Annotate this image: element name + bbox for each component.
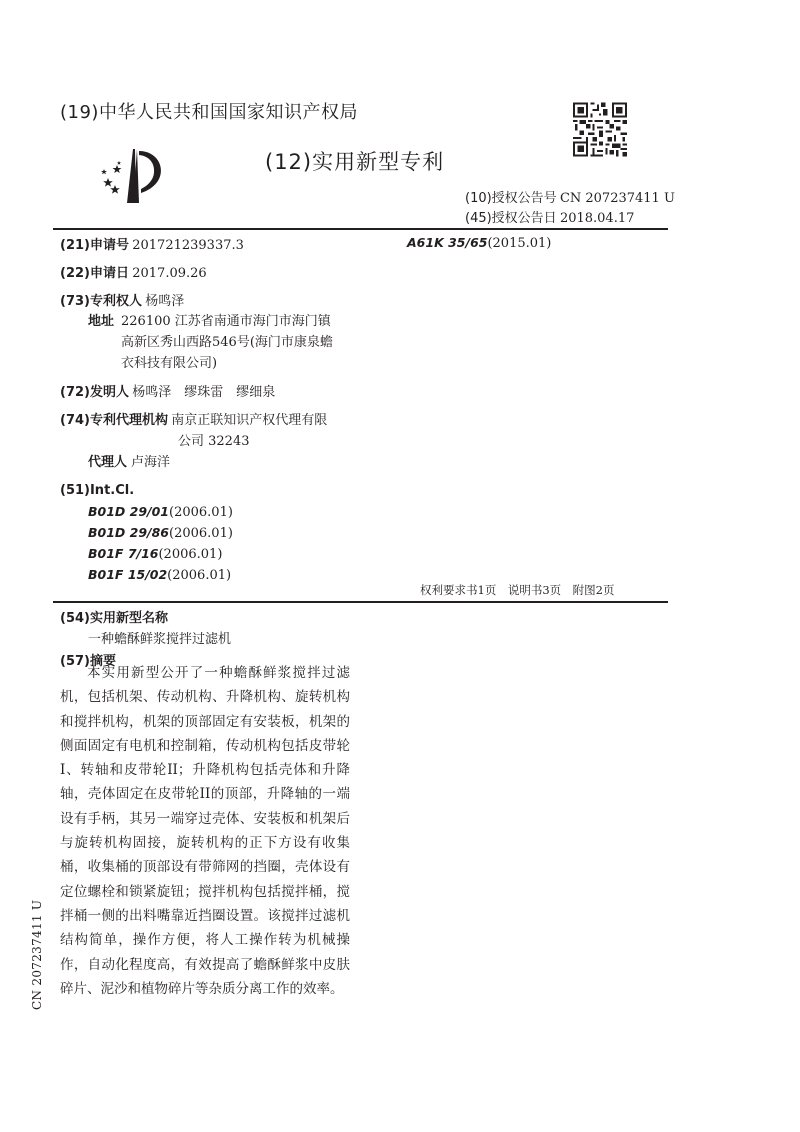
intcl-version: (2006.01) bbox=[169, 526, 233, 541]
patentee-name: 杨鸣泽 bbox=[145, 294, 185, 309]
address-line-3: 衣科技有限公司) bbox=[121, 356, 218, 371]
ipc-main-row bbox=[407, 234, 551, 252]
address-label bbox=[88, 310, 114, 330]
intcl-label bbox=[60, 482, 134, 498]
application-date: 2017.09.26 bbox=[132, 266, 207, 281]
publication-number-row bbox=[465, 187, 675, 206]
address-line-1: 226100 江苏省南通市海门市海门镇 bbox=[121, 314, 331, 329]
application-date-label: (22)申请日 bbox=[60, 266, 129, 281]
intcl-code: B01D 29/01 bbox=[88, 504, 170, 519]
inventors-row bbox=[60, 381, 275, 400]
inventors-names: 杨鸣泽 缪珠雷 缪细泉 bbox=[132, 385, 276, 400]
patentee-label: (73)专利权人 bbox=[60, 294, 142, 309]
intcl-item bbox=[88, 524, 233, 542]
inventors-label: (72)发明人 bbox=[60, 385, 129, 400]
cnipa-logo-icon bbox=[95, 145, 170, 207]
utility-model-title-label bbox=[60, 607, 168, 626]
publication-date: 2018.04.17 bbox=[559, 211, 635, 226]
ipc-main-code: A61K 35/65 bbox=[407, 235, 488, 250]
title-label-text: (54)实用新型名称 bbox=[60, 611, 168, 626]
utility-model-title: 一种蟾酥鲜浆搅拌过滤机 bbox=[88, 632, 232, 647]
application-number: 201721239337.3 bbox=[132, 238, 244, 253]
agent-row bbox=[88, 451, 170, 471]
abstract-label-text: (57)摘要 bbox=[60, 654, 116, 669]
patent-office: (19)中华人民共和国国家知识产权局 bbox=[60, 102, 358, 123]
intcl-version: (2006.01) bbox=[158, 547, 223, 562]
publication-number-label: (10)授权公告号 bbox=[465, 191, 557, 206]
intcl-item bbox=[88, 566, 231, 584]
qr-code-icon bbox=[573, 102, 627, 157]
intcl-item bbox=[88, 545, 222, 563]
intcl-code: B01F 7/16 bbox=[88, 546, 159, 561]
page-count-summary: 权利要求书1页 说明书3页 附图2页 bbox=[420, 583, 615, 597]
application-number-label: (21)申请号 bbox=[60, 238, 129, 253]
header-divider bbox=[53, 228, 668, 230]
address-label-text: 地址 bbox=[88, 314, 115, 329]
address-line-2: 高新区秀山西路546号(海门市康泉蟾 bbox=[121, 335, 333, 350]
intcl-version: (2006.01) bbox=[169, 505, 233, 520]
intcl-code: B01F 15/02 bbox=[88, 567, 168, 582]
agency-line-2: 公司 32243 bbox=[178, 434, 250, 449]
agent-name: 卢海洋 bbox=[131, 455, 171, 470]
document-type-title: (12)实用新型专利 bbox=[265, 150, 445, 174]
abstract-text: 本实用新型公开了一种蟾酥鲜浆搅拌过滤机，包括机架、传动机构、升降机构、旋转机构和搅拌机构，机架的顶部固定有安装板，机架的侧面固定有电机和控制箱，传动机构包括皮带轮I、转轴和皮带轮II；升降机构包括壳体和升降轴，壳体固定在皮带轮II的顶部，升降轴的一端设有手柄，其另一端穿过壳体、安装板和机架后与旋转机构固接，旋转机构的正下方设有收集桶，收集桶的顶部设有带筛网的挡圈，壳体设有定位螺栓和锁紧旋钮；搅拌机构包括搅拌桶，搅拌桶一侧的出料嘴靠近挡圈设置。该搅拌过滤机结构简单，操作方便，将人工操作转为机械操作，自动化程度高，有效提高了蟾酥鲜浆中皮肤碎片、泥沙和植物碎片等杂质分离工作的效率。 bbox=[60, 665, 350, 997]
intcl-item bbox=[88, 503, 233, 521]
ipc-main-version: (2015.01) bbox=[487, 236, 552, 251]
agency-label: (74)专利代理机构 bbox=[60, 413, 168, 428]
agency-row bbox=[60, 409, 327, 428]
agency-line-1: 南京正联知识产权代理有限 bbox=[171, 413, 328, 428]
intcl-code: B01D 29/86 bbox=[88, 525, 170, 540]
intcl-version: (2006.01) bbox=[167, 568, 232, 583]
application-date-row bbox=[60, 262, 207, 281]
agent-label: 代理人 bbox=[88, 455, 128, 470]
publication-date-row bbox=[465, 207, 634, 226]
body-divider bbox=[53, 601, 668, 603]
publication-number: CN 207237411 U bbox=[559, 191, 675, 206]
publication-date-label: (45)授权公告日 bbox=[465, 211, 557, 226]
patentee-row bbox=[60, 290, 184, 309]
intcl-label-text: (51)Int.Cl. bbox=[60, 483, 135, 498]
application-number-row bbox=[60, 234, 244, 253]
side-publication-id: CN 207237411 U bbox=[30, 899, 44, 1010]
